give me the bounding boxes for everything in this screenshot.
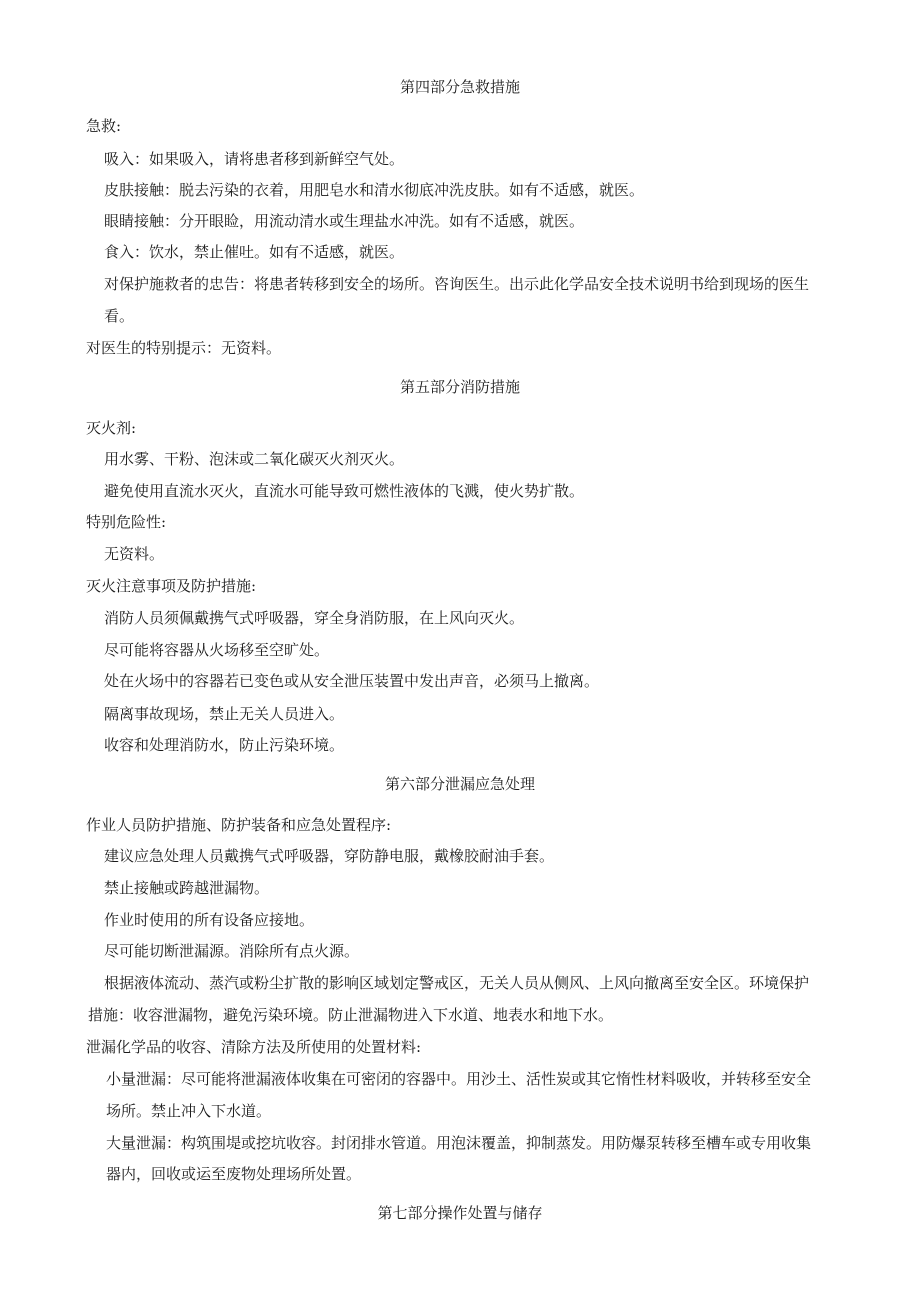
personnel-protection-label: 作业人员防护措施、防护装备和应急处置程序:: [86, 816, 392, 834]
large-spill-line-2: 器内，回收或运至废物处理场所处置。: [106, 1165, 362, 1183]
spill-response-3: 作业时使用的所有设备应接地。: [104, 911, 315, 929]
eye-contact-text: 眼睛接触：分开眼睑，用流动清水或生理盐水冲洗。如有不适感，就医。: [104, 212, 585, 230]
inhalation-text: 吸入：如果吸入，请将患者移到新鲜空气处。: [104, 150, 405, 168]
special-hazard-label: 特别危险性:: [86, 513, 167, 531]
firefighting-precaution-label: 灭火注意事项及防护措施:: [86, 577, 257, 595]
large-spill-line-1: 大量泄漏：构筑围堤或挖坑收容。封闭排水管道。用泡沫覆盖，抑制蒸发。用防爆泵转移至槽车或专用收集: [106, 1134, 812, 1152]
extinguishing-agent-label: 灭火剂:: [86, 419, 137, 437]
firefighting-precaution-4: 隔离事故现场，禁止无关人员进入。: [104, 705, 345, 723]
spill-response-5-line-1: 根据液体流动、蒸汽或粉尘扩散的影响区域划定警戒区，无关人员从侧风、上风向撤离至安全区。环境保护: [104, 974, 810, 992]
spill-response-4: 尽可能切断泄漏源。消除所有点火源。: [104, 942, 360, 960]
section-7-title: 第七部分操作处置与储存: [377, 1204, 543, 1222]
firefighting-precaution-5: 收容和处理消防水，防止污染环境。: [104, 736, 345, 754]
extinguishing-agent-line-1: 用水雾、干粉、泡沫或二氧化碳灭火剂灭火。: [104, 450, 405, 468]
spill-response-1: 建议应急处理人员戴携气式呼吸器，穿防静电服，戴橡胶耐油手套。: [104, 847, 555, 865]
first-aid-label: 急救:: [86, 117, 122, 135]
rescuer-advice-line-1: 对保护施救者的忠告：将患者转移到安全的场所。咨询医生。出示此化学品安全技术说明书给到现场的医生: [104, 275, 810, 293]
section-6-title: 第六部分泄漏应急处理: [384, 775, 535, 793]
firefighting-precaution-2: 尽可能将容器从火场移至空旷处。: [104, 641, 330, 659]
spill-response-2: 禁止接触或跨越泄漏物。: [104, 879, 270, 897]
section-4-title: 第四部分急救措施: [399, 78, 520, 96]
rescuer-advice-line-2: 看。: [104, 307, 135, 325]
skin-contact-text: 皮肤接触：脱去污染的衣着，用肥皂水和清水彻底冲洗皮肤。如有不适感，就医。: [104, 181, 645, 199]
small-spill-line-1: 小量泄漏：尽可能将泄漏液体收集在可密闭的容器中。用沙土、活性炭或其它惰性材料吸收，并转移至安全: [106, 1070, 812, 1088]
extinguishing-agent-line-2: 避免使用直流水灭火，直流水可能导致可燃性液体的飞溅，使火势扩散。: [104, 482, 585, 500]
cleanup-materials-label: 泄漏化学品的收容、清除方法及所使用的处置材料:: [86, 1038, 422, 1056]
spill-response-5-line-2: 措施：收容泄漏物，避免污染环境。防止泄漏物进入下水道、地表水和地下水。: [88, 1006, 614, 1024]
section-5-title: 第五部分消防措施: [399, 378, 520, 396]
special-hazard-text: 无资料。: [104, 545, 165, 563]
firefighting-precaution-1: 消防人员须佩戴携气式呼吸器，穿全身消防服，在上风向灭火。: [104, 609, 525, 627]
small-spill-line-2: 场所。禁止冲入下水道。: [106, 1102, 272, 1120]
ingestion-text: 食入：饮水，禁止催吐。如有不适感，就医。: [104, 243, 405, 261]
doctor-note-text: 对医生的特别提示：无资料。: [86, 339, 282, 357]
firefighting-precaution-3: 处在火场中的容器若已变色或从安全泄压装置中发出声音，必须马上撤离。: [104, 672, 600, 690]
